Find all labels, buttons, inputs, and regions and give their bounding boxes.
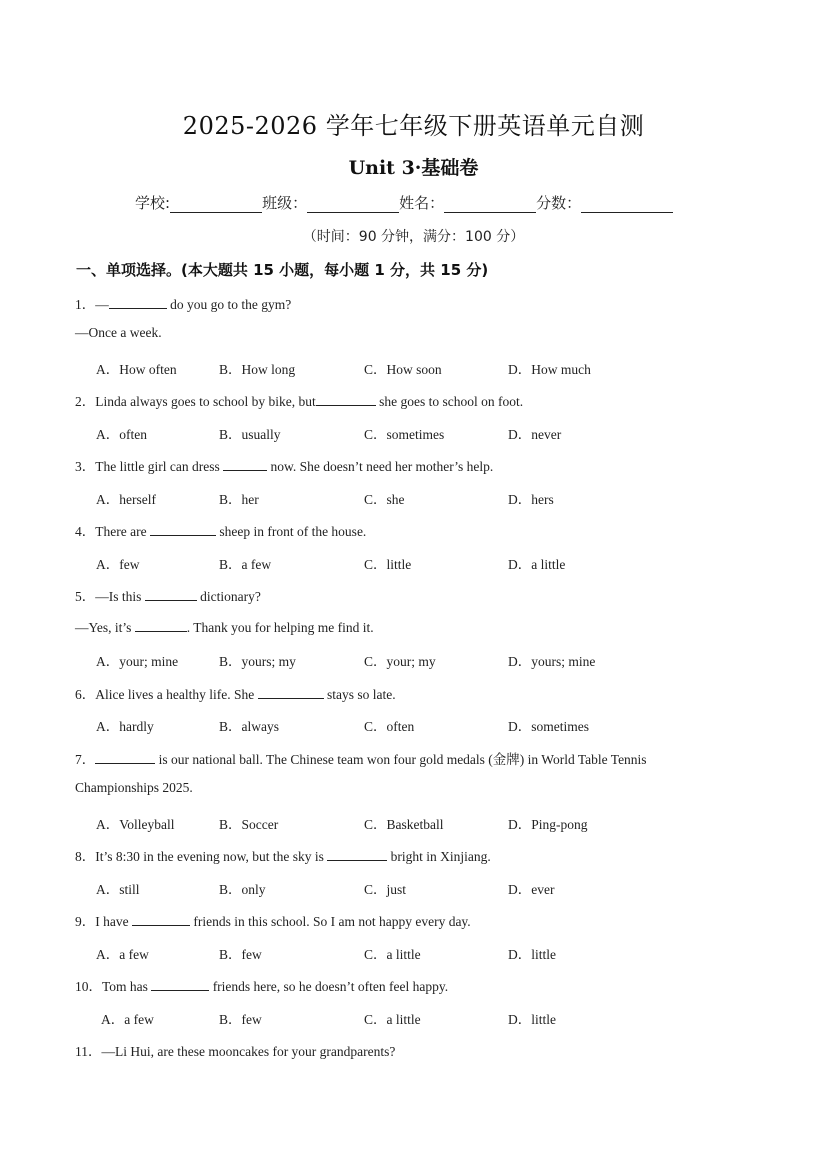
option-a[interactable]: A．few (96, 557, 140, 572)
question-8: 8．It’s 8:30 in the evening now, but the sky is bright in Xinjiang. (75, 849, 491, 864)
answer-blank[interactable] (150, 522, 216, 536)
answer-blank[interactable] (316, 392, 376, 406)
question-8-options (96, 878, 716, 898)
question-2: 2．Linda always goes to school by bike, but she goes to school on foot. (75, 394, 524, 409)
option-d[interactable]: D．yours; mine (508, 654, 596, 669)
answer-blank[interactable] (95, 750, 155, 764)
answer-blank[interactable] (132, 912, 190, 926)
option-b[interactable]: B．Soccer (219, 817, 279, 832)
question-3: 3．The little girl can dress now. She doesn’t need her mother’s help. (75, 459, 494, 474)
answer-blank[interactable] (109, 295, 167, 309)
question-6: 6．Alice lives a healthy life. She stays so late. (75, 687, 396, 702)
option-a[interactable]: A．How often (96, 362, 177, 377)
question-4-options (96, 553, 716, 573)
school-label: 学校: (135, 194, 171, 212)
option-b[interactable]: B．always (219, 719, 279, 734)
option-b[interactable]: B．few (219, 1012, 262, 1027)
option-b[interactable]: B．usually (219, 427, 281, 442)
question-11: 11．—Li Hui, are these mooncakes for your grandparents? (75, 1044, 396, 1059)
question-10: 10．Tom has friends here, so he doesn’t often feel happy. (75, 979, 449, 994)
question-1-options (96, 358, 716, 378)
class-blank[interactable] (307, 195, 399, 213)
student-info-row (135, 192, 695, 213)
answer-blank[interactable] (327, 847, 387, 861)
option-d[interactable]: D．sometimes (508, 719, 589, 734)
option-b[interactable]: B．her (219, 492, 259, 507)
option-c[interactable]: C．little (364, 557, 412, 572)
option-c[interactable]: C．a little (364, 947, 421, 962)
answer-blank[interactable] (258, 685, 324, 699)
question-9-options (96, 943, 716, 963)
name-label: 姓名： (399, 194, 445, 212)
option-b[interactable]: B．yours; my (219, 654, 296, 669)
option-c[interactable]: C．sometimes (364, 427, 445, 442)
question-1-reply: —Once a week. (75, 325, 162, 340)
name-blank[interactable] (444, 195, 536, 213)
option-b[interactable]: B．a few (219, 557, 272, 572)
option-c[interactable]: C．often (364, 719, 415, 734)
option-d[interactable]: D．little (508, 947, 556, 962)
option-a[interactable]: A．your; mine (96, 654, 179, 669)
question-5-options (96, 650, 716, 670)
question-2-options (96, 423, 716, 443)
score-blank[interactable] (581, 195, 673, 213)
answer-blank[interactable] (223, 457, 267, 471)
section-heading: 一、单项选择。(本大题共 15 小题，每小题 1 分，共 15 分) (76, 261, 489, 279)
school-blank[interactable] (170, 195, 262, 213)
option-a[interactable]: A．herself (96, 492, 156, 507)
option-a[interactable]: A．often (96, 427, 147, 442)
option-d[interactable]: D．How much (508, 362, 591, 377)
answer-blank[interactable] (135, 618, 187, 632)
question-7-options (96, 813, 716, 833)
question-7-continued: Championships 2025. (75, 780, 193, 795)
option-c[interactable]: C．she (364, 492, 405, 507)
score-label: 分数： (536, 194, 582, 212)
option-a[interactable]: A．a few (101, 1012, 154, 1027)
option-d[interactable]: D．ever (508, 882, 555, 897)
option-d[interactable]: D．never (508, 427, 562, 442)
option-d[interactable]: D．hers (508, 492, 554, 507)
option-b[interactable]: B．only (219, 882, 266, 897)
option-b[interactable]: B．few (219, 947, 262, 962)
answer-blank[interactable] (151, 977, 209, 991)
question-5-reply: —Yes, it’s . Thank you for helping me find it. (75, 620, 374, 635)
option-d[interactable]: D．Ping-pong (508, 817, 588, 832)
option-a[interactable]: A．a few (96, 947, 149, 962)
question-1: 1．— do you go to the gym? (75, 297, 292, 312)
option-d[interactable]: D．little (508, 1012, 556, 1027)
option-a[interactable]: A．hardly (96, 719, 154, 734)
option-b[interactable]: B．How long (219, 362, 296, 377)
question-6-options (96, 715, 716, 735)
question-9: 9．I have friends in this school. So I am not happy every day. (75, 914, 471, 929)
question-5: 5．—Is this dictionary? (75, 589, 261, 604)
unit-subtitle: Unit 3·基础卷 (348, 157, 479, 179)
option-c[interactable]: C．your; my (364, 654, 436, 669)
option-c[interactable]: C．Basketball (364, 817, 444, 832)
class-label: 班级： (262, 194, 308, 212)
question-3-options (96, 488, 716, 508)
time-info: （时间：90 分钟，满分：100 分） (302, 229, 525, 245)
question-10-options (101, 1008, 721, 1028)
option-d[interactable]: D．a little (508, 557, 566, 572)
option-c[interactable]: C．How soon (364, 362, 442, 377)
option-c[interactable]: C．just (364, 882, 407, 897)
exam-title: 2025-2026 学年七年级下册英语单元自测 (182, 112, 645, 140)
option-a[interactable]: A．Volleyball (96, 817, 175, 832)
question-4: 4．There are sheep in front of the house. (75, 524, 367, 539)
option-c[interactable]: C．a little (364, 1012, 421, 1027)
question-7: 7． is our national ball. The Chinese team won four gold medals (金牌) in World Table Tennis (75, 752, 647, 767)
option-a[interactable]: A．still (96, 882, 140, 897)
answer-blank[interactable] (145, 587, 197, 601)
